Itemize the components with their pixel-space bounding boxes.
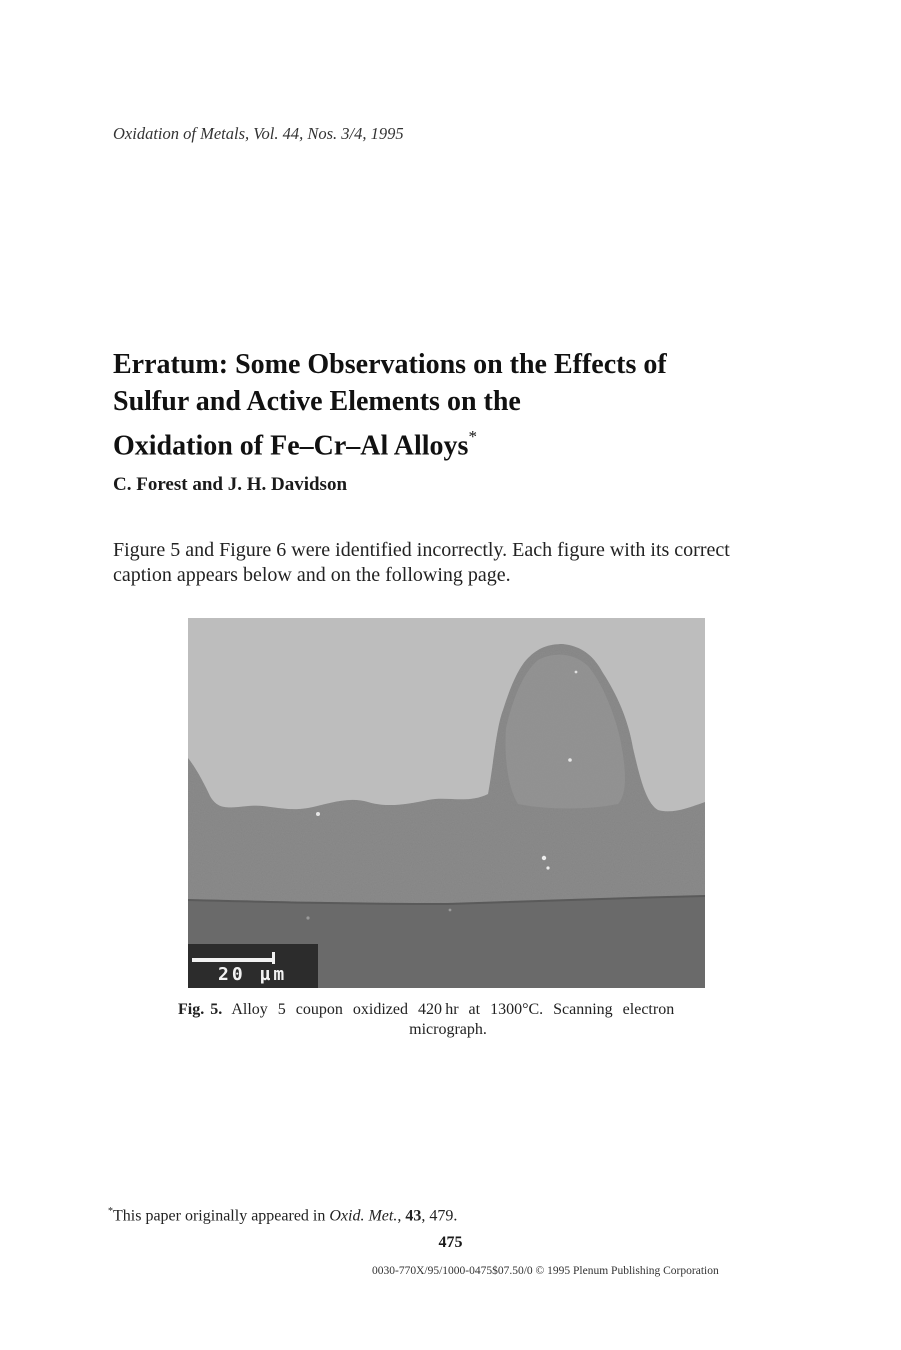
caption-text-1: Alloy 5 coupon oxidized 420 hr at 1300°C. Scanning electron bbox=[231, 1001, 675, 1018]
footnote-separator: , bbox=[397, 1207, 406, 1225]
title-footnote-mark: * bbox=[468, 427, 477, 446]
erratum-text-line-2: caption appears below and on the following page. bbox=[113, 564, 511, 586]
caption-line-2: micrograph. bbox=[409, 1021, 487, 1038]
scale-bar-line bbox=[192, 958, 274, 962]
title-line-3 bbox=[113, 420, 753, 464]
title-line-3-text: Oxidation of Fe–Cr–Al Alloys bbox=[113, 430, 469, 462]
footnote-text: This paper originally appeared in bbox=[113, 1207, 330, 1225]
micrograph-image bbox=[188, 618, 705, 988]
title-line-2: Sulfur and Active Elements on the bbox=[113, 386, 521, 417]
scale-bar-tick bbox=[272, 952, 275, 964]
article-title bbox=[113, 346, 753, 464]
title-line-1: Erratum: Some Observations on the Effects of bbox=[113, 349, 667, 380]
authors: C. Forest and J. H. Davidson bbox=[113, 474, 348, 495]
footnote-journal: Oxid. Met. bbox=[329, 1207, 398, 1225]
scale-bar-label: 20 µm bbox=[218, 964, 288, 985]
erratum-text bbox=[113, 538, 803, 588]
sem-micrograph bbox=[188, 618, 705, 988]
figure-caption bbox=[178, 1000, 718, 1040]
footnote bbox=[108, 1206, 457, 1225]
caption-line-1 bbox=[178, 1000, 718, 1020]
footnote-mark: * bbox=[108, 1206, 113, 1217]
scale-bar bbox=[188, 944, 318, 988]
footnote-pages: , 479. bbox=[421, 1207, 458, 1225]
copyright-line: 0030-770X/95/1000-0475$07.50/0 © 1995 Plenum Publishing Corporation bbox=[372, 1265, 719, 1277]
caption-figure-label: Fig. 5. bbox=[178, 1001, 223, 1018]
footnote-volume: 43 bbox=[405, 1207, 422, 1225]
erratum-text-line-1: Figure 5 and Figure 6 were identified incorrectly. Each figure with its correct bbox=[113, 539, 730, 561]
journal-header: Oxidation of Metals, Vol. 44, Nos. 3/4, 1995 bbox=[113, 124, 404, 143]
page-number: 475 bbox=[438, 1234, 463, 1251]
